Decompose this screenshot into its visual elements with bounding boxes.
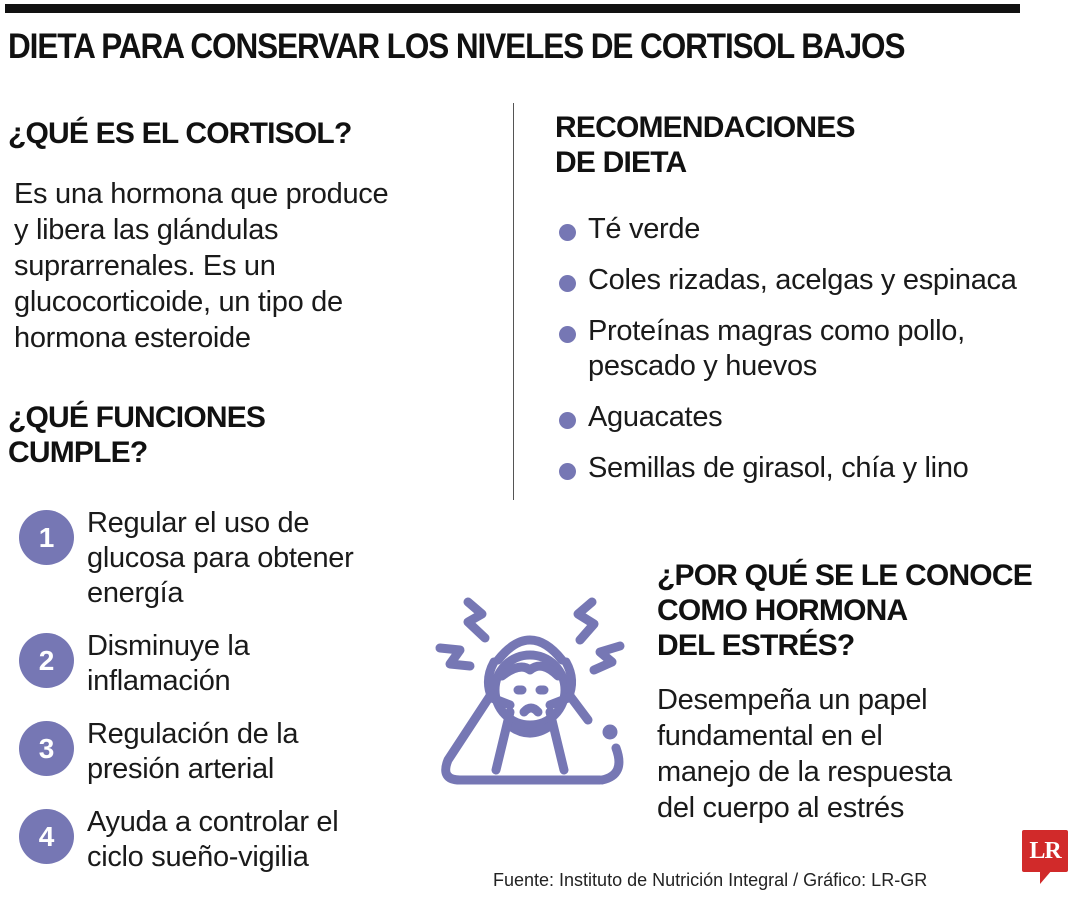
stressed-person-icon [430,590,630,790]
top-rule [5,4,1020,13]
function-item [19,717,353,787]
heading-line: CUMPLE? [8,436,148,469]
item-text: Proteínas magras como pollo, [588,315,965,347]
bullet-icon [559,326,576,343]
heading-line: DEL ESTRÉS? [657,629,855,662]
list-item [557,263,1017,298]
number-badge: 3 [19,721,74,776]
functions-list [19,506,353,893]
item-text: Té verde [588,213,701,245]
source-credit: Fuente: Instituto de Nutrición Integral / Gráfico: LR-GR [493,870,928,890]
text-line: ciclo sueño-vigilia [87,841,309,873]
text-line: y libera las glándulas [14,214,279,246]
heading-line: RECOMENDACIONES [555,111,855,144]
text-line: hormona esteroide [14,322,251,354]
item-text: Semillas de girasol, chía y lino [588,452,969,484]
list-item [557,314,1017,384]
function-item [19,506,353,611]
heading-line: COMO HORMONA [657,594,908,627]
stress-text [657,682,952,826]
functions-heading [8,400,265,470]
function-text [87,717,298,787]
diet-heading [555,110,855,180]
page-title: DIETA PARA CONSERVAR LOS NIVELES DE CORTISOL BAJOS [8,27,905,66]
list-item [557,451,1017,486]
what-is-text [14,176,388,356]
heading-line: ¿QUÉ FUNCIONES [8,401,266,434]
number-badge: 2 [19,633,74,688]
function-text [87,506,353,611]
text-line: suprarrenales. Es un [14,250,276,282]
what-is-heading: ¿QUÉ ES EL CORTISOL? [8,117,352,150]
function-item [19,629,353,699]
list-item [557,400,1017,435]
number-badge: 4 [19,809,74,864]
text-line: fundamental en el [657,720,883,752]
number-badge: 1 [19,510,74,565]
text-line: manejo de la respuesta [657,756,952,788]
text-line: presión arterial [87,753,275,785]
bullet-icon [559,463,576,480]
text-line: inflamación [87,665,231,697]
item-text: Aguacates [588,401,723,433]
item-text: Coles rizadas, acelgas y espinaca [588,264,1017,296]
bullet-icon [559,224,576,241]
stress-heading [657,558,1032,663]
text-line: glucocorticoide, un tipo de [14,286,343,318]
diet-list [557,212,1017,502]
text-line: energía [87,577,184,609]
function-item [19,805,353,875]
function-text [87,805,338,875]
bullet-icon [559,412,576,429]
heading-line: ¿POR QUÉ SE LE CONOCE [657,559,1032,592]
bullet-icon [559,275,576,292]
text-line: glucosa para obtener [87,542,354,574]
text-line: Regular el uso de [87,507,310,539]
function-text [87,629,249,699]
lr-logo-tail [1040,870,1052,884]
item-text: pescado y huevos [588,350,817,382]
text-line: Disminuye la [87,630,250,662]
text-line: Desempeña un papel [657,684,928,716]
text-line: del cuerpo al estrés [657,792,905,824]
text-line: Regulación de la [87,718,299,750]
list-item [557,212,1017,247]
column-divider [513,103,514,500]
heading-line: DE DIETA [555,146,687,179]
text-line: Es una hormona que produce [14,178,389,210]
lr-logo: LR [1022,830,1068,872]
text-line: Ayuda a controlar el [87,806,339,838]
